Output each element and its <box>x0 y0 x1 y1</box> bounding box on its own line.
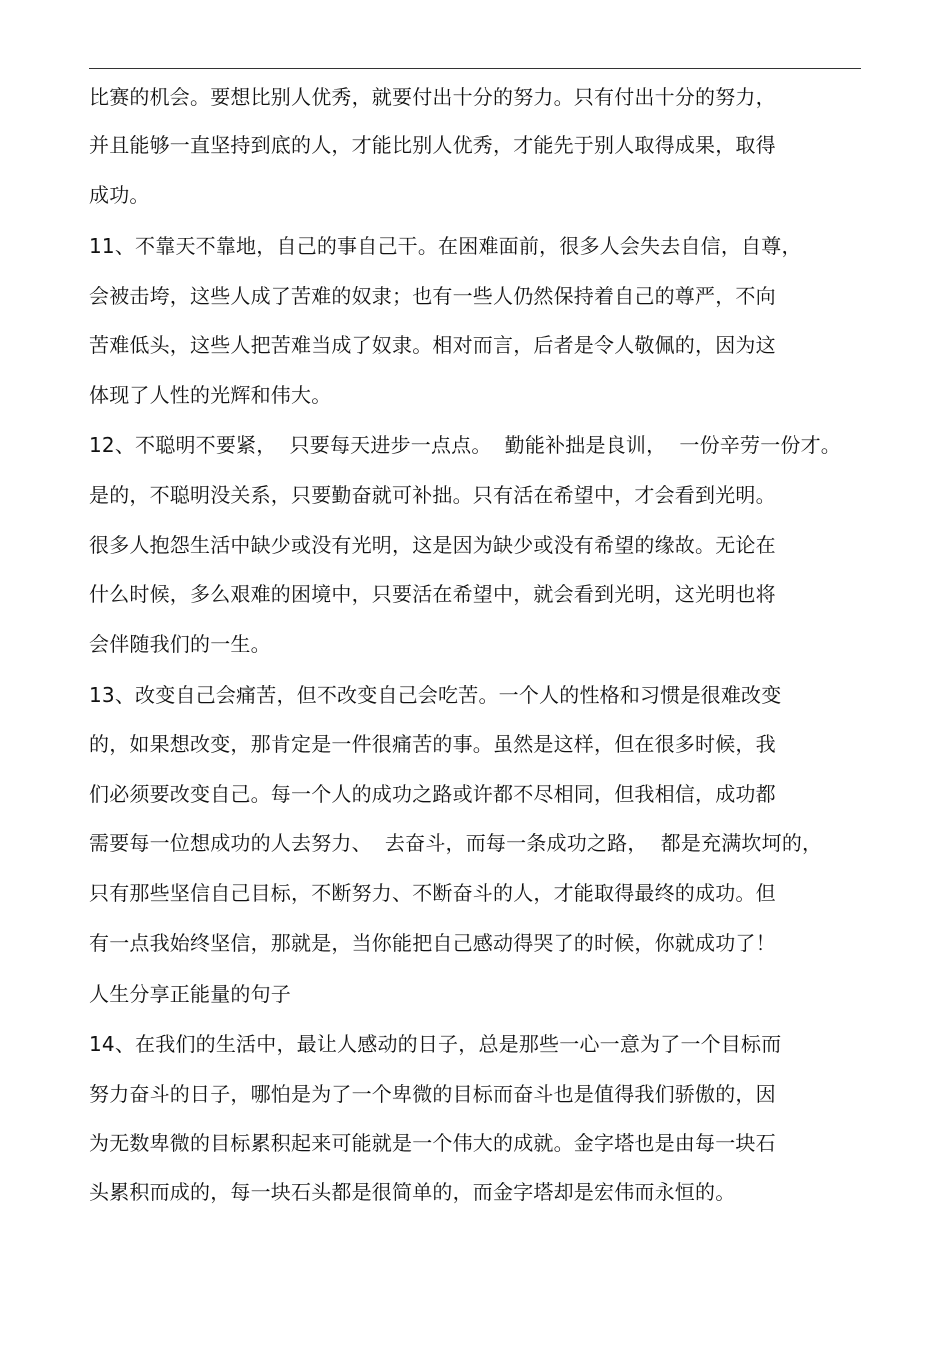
text-line: 有一点我始终坚信，那就是，当你能把自己感动得哭了的时候，你就成功了！ <box>89 931 776 955</box>
text-line: 苦难低头，这些人把苦难当成了奴隶。相对而言，后者是令人敬佩的，因为这 <box>89 333 776 357</box>
text-line: 比赛的机会。要想比别人优秀，就要付出十分的努力。只有付出十分的努力， <box>89 85 776 109</box>
text-line: 体现了人性的光辉和伟大。 <box>89 383 332 407</box>
text-line: 头累积而成的，每一块石头都是很简单的，而金字塔却是宏伟而永恒的。 <box>89 1180 736 1204</box>
text-line: 努力奋斗的日子，哪怕是为了一个卑微的目标而奋斗也是值得我们骄傲的，因 <box>89 1082 776 1106</box>
text-line: 需要每一位想成功的人去努力、 去奋斗，而每一条成功之路， 都是充满坎坷的， <box>89 831 823 855</box>
text-line: 会伴随我们的一生。 <box>89 632 271 656</box>
paragraph-13-line: 13、改变自己会痛苦，但不改变自己会吃苦。一个人的性格和习惯是很难改变 <box>89 683 782 707</box>
text-line: 并且能够一直坚持到底的人，才能比别人优秀，才能先于别人取得成果，取得 <box>89 133 776 157</box>
text-line: 为无数卑微的目标累积起来可能就是一个伟大的成就。金字塔也是由每一块石 <box>89 1131 776 1155</box>
paragraph-12-line: 12、不聪明不要紧， 只要每天进步一点点。 勤能补拙是良训， 一份辛劳一份才。 <box>89 433 841 457</box>
text-line: 会被击垮，这些人成了苦难的奴隶；也有一些人仍然保持着自己的尊严，不向 <box>89 284 776 308</box>
header-rule <box>89 68 861 69</box>
text-line: 是的，不聪明没关系，只要勤奋就可补拙。只有活在希望中，才会看到光明。 <box>89 483 776 507</box>
text-line: 的，如果想改变，那肯定是一件很痛苦的事。虽然是这样，但在很多时候，我 <box>89 732 776 756</box>
text-line: 成功。 <box>89 183 150 207</box>
text-line: 很多人抱怨生活中缺少或没有光明，这是因为缺少或没有希望的缘故。无论在 <box>89 533 776 557</box>
text-line: 只有那些坚信自己目标，不断努力、不断奋斗的人，才能取得最终的成功。但 <box>89 881 776 905</box>
text-line: 什么时候，多么艰难的困境中，只要活在希望中，就会看到光明，这光明也将 <box>89 582 776 606</box>
paragraph-14-line: 14、在我们的生活中，最让人感动的日子，总是那些一心一意为了一个目标而 <box>89 1032 782 1056</box>
text-line: 们必须要改变自己。每一个人的成功之路或许都不尽相同，但我相信，成功都 <box>89 782 776 806</box>
section-heading: 人生分享正能量的句子 <box>89 982 291 1006</box>
paragraph-11-line: 11、不靠天不靠地，自己的事自己干。在困难面前，很多人会失去自信，自尊， <box>89 234 802 258</box>
